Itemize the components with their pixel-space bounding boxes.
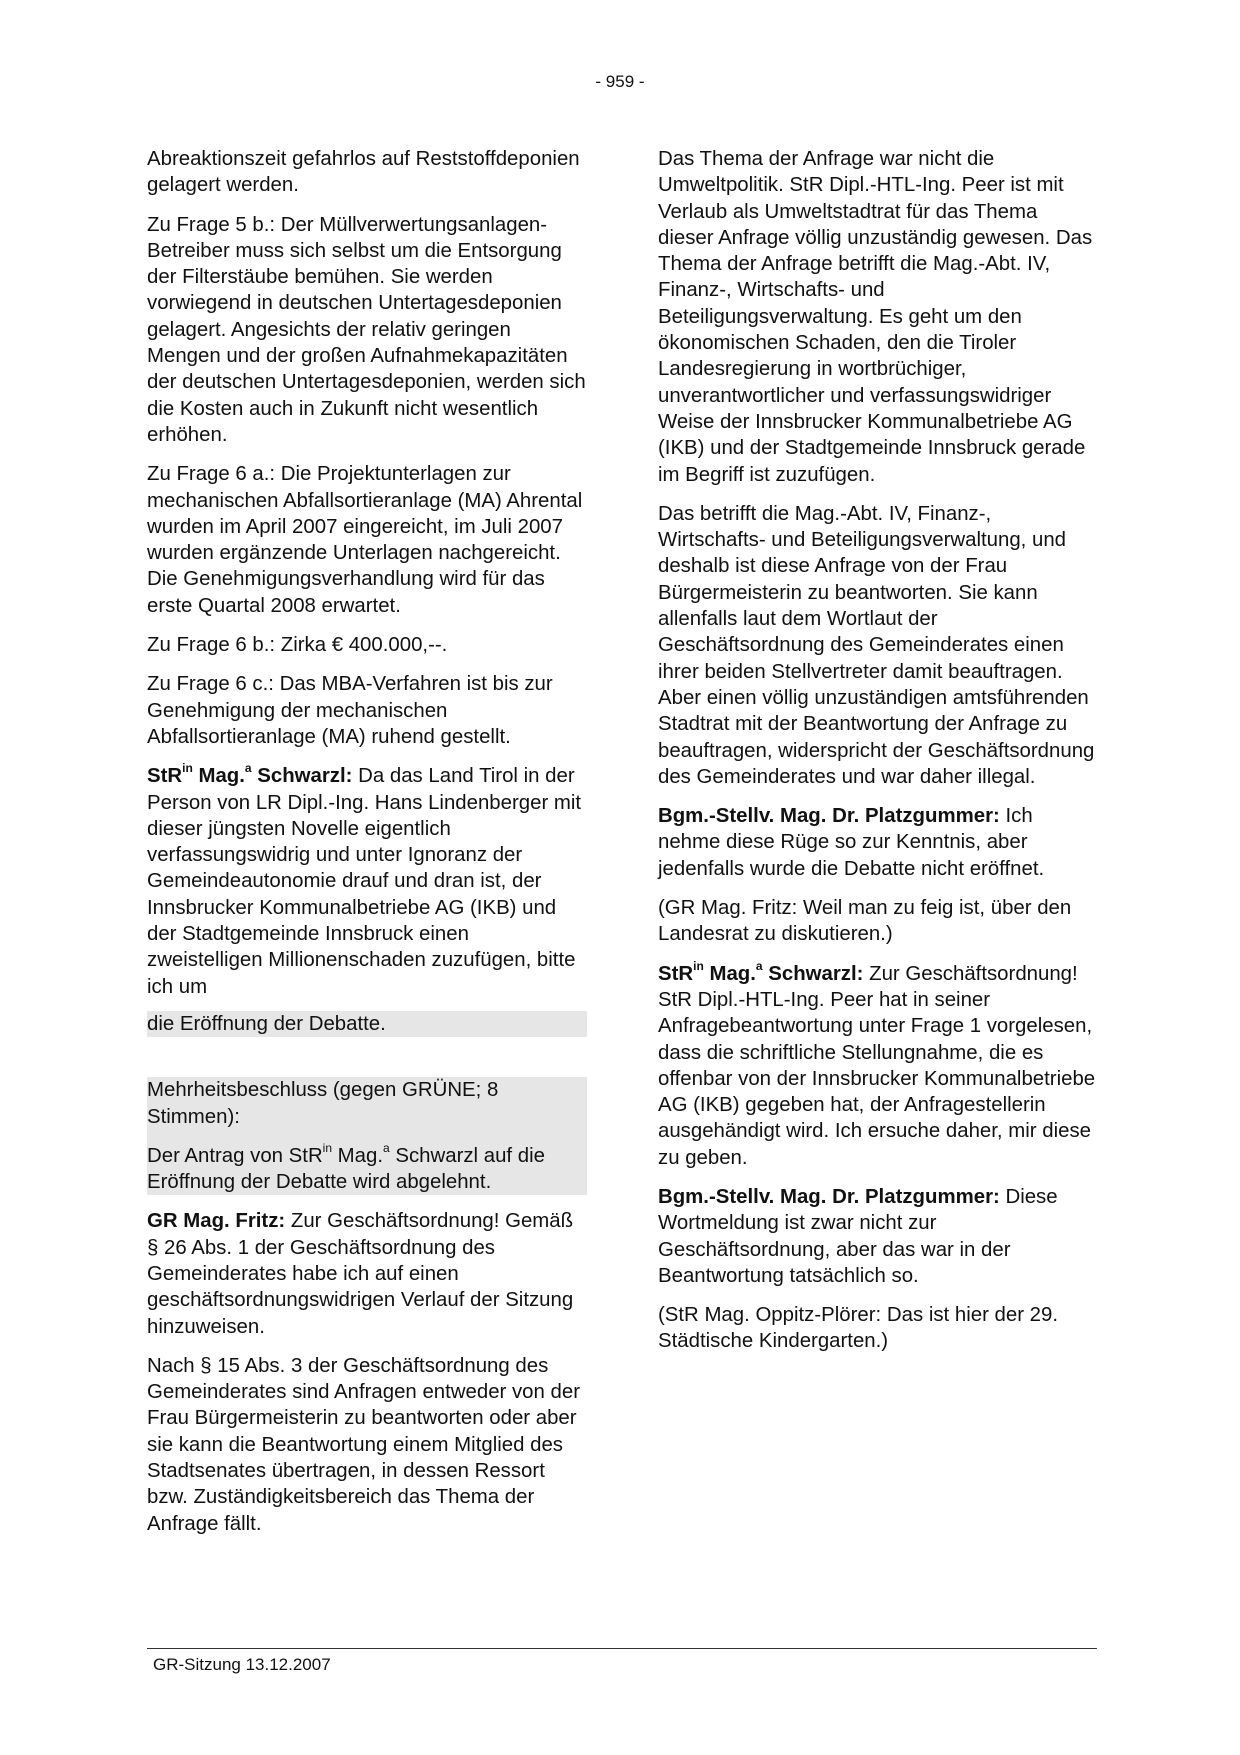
speaker-name: Bgm.-Stellv. Mag. Dr. Platzgummer:: [658, 1185, 1000, 1208]
speaker-name: StR$^{in}$ Mag.$^a$ Schwarzl:: [658, 958, 864, 985]
speaker-name: GR Mag. Fritz:: [147, 1210, 286, 1233]
speaker-name: StR$^{in}$ Mag.$^a$ Schwarzl:: [147, 761, 353, 788]
speech-paragraph: [147, 763, 587, 1000]
speech-text: Diese Wortmeldung ist zwar nicht zur Geschäftsordnung, aber das war in der Beantwortung tatsächlich so.: [658, 1185, 1058, 1287]
footer-divider: [147, 1648, 1097, 1649]
paragraph: Zu Frage 6 c.: Das MBA-Verfahren ist bis zur Genehmigung der mechanischen Abfallsortieranlage (MA) ruhend gestellt.: [147, 673, 553, 748]
speech-paragraph: [658, 958, 1098, 1171]
paragraph: Zu Frage 6 a.: Die Projektunterlagen zur mechanischen Abfallsortieranlage (MA) Ahrental wurden im April 2007 eingereicht, im Juli 2007 wurden ergänzende Unterlagen nachgereicht. Die Genehmigungsverhandlung wird für das erste Quartal 2008 erwartet.: [147, 463, 583, 617]
right-column: [658, 146, 1098, 1368]
speech-text: Zur Geschäftsordnung! Gemäß § 26 Abs. 1 der Geschäftsordnung des Gemeinderates habe ich auf einen geschäftsordnungswidrigen Verlauf der Sitzung hinzuweisen.: [147, 1210, 574, 1338]
speaker-name: Bgm.-Stellv. Mag. Dr. Platzgummer:: [658, 805, 1000, 828]
speech-text: Zur Geschäftsordnung! StR Dipl.-HTL-Ing. Peer hat in seiner Anfragebeantwortung unter Frage 1 vorgelesen, dass die schriftliche Stellungnahme, die es offenbar von der Innsbrucker Kommunalbetriebe AG (IKB) gegeben hat, der Anfragestellerin ausgehändigt wird. Ich ersuche daher, mir diese zu geben.: [658, 962, 1096, 1169]
page-number: - 959 -: [595, 72, 645, 91]
speech-paragraph: [658, 803, 1098, 882]
paragraph: Das betrifft die Mag.-Abt. IV, Finanz-, Wirtschafts- und Beteiligungsverwaltung, und deshalb ist diese Anfrage von der Frau Bürgermeisterin zu beantworten. Sie kann allenfalls laut dem Wortlaut der Geschäftsordnung des Gemeinderates einen ihrer beiden Stellvertreter damit beauftragen. Aber einen völlig unzuständigen amtsführenden Stadtrat mit der Beantwortung der Anfrage zu beauftragen, widerspricht der Geschäftsordnung des Gemeinderates und war daher illegal.: [658, 502, 1095, 788]
paragraph: Das Thema der Anfrage war nicht die Umweltpolitik. StR Dipl.-HTL-Ing. Peer ist mit Verlaub als Umweltstadtrat für das Thema dieser Anfrage völlig unzuständig gewesen. Das Thema der Anfrage betrifft die Mag.-Abt. IV, Finanz-, Wirtschafts- und Beteiligungsverwaltung. Es geht um den ökonomischen Schaden, den die Tiroler Landesregierung in wortbrüchiger, unverantwortlicher und verfassungswidriger Weise der Innsbrucker Kommunalbetriebe AG (IKB) und der Stadtgemeinde Innsbruck gerade im Begriff ist zuzufügen.: [658, 148, 1093, 486]
shaded-paragraph: die Eröffnung der Debatte.: [147, 1011, 587, 1037]
resolution-title: Mehrheitsbeschluss (gegen GRÜNE; 8 Stimmen):: [147, 1079, 499, 1128]
paragraph: Zu Frage 6 b.: Zirka € 400.000,--.: [147, 634, 448, 657]
speech-paragraph: [658, 1184, 1098, 1289]
interjection: (StR Mag. Oppitz-Plörer: Das ist hier der 29. Städtische Kindergarten.): [658, 1304, 1059, 1353]
paragraph: Nach § 15 Abs. 3 der Geschäftsordnung des Gemeinderates sind Anfragen entweder von der Frau Bürgermeisterin zu beantworten oder aber sie kann die Beantwortung einem Mitglied des Stadtsenates übertragen, in dessen Ressort bzw. Zuständigkeitsbereich das Thema der Anfrage fällt.: [147, 1354, 581, 1535]
spacer: [147, 1050, 587, 1077]
footer-session-date: GR-Sitzung 13.12.2007: [153, 1655, 331, 1674]
speech-paragraph: [147, 1208, 587, 1339]
interjection: (GR Mag. Fritz: Weil man zu feig ist, über den Landesrat zu diskutieren.): [658, 897, 1072, 946]
resolution-text: Der Antrag von StR$^{in}$ Mag.$^a$ Schwarzl auf die Eröffnung der Debatte wird abgelehnt.: [147, 1141, 545, 1194]
resolution-block: [147, 1077, 587, 1195]
paragraph: Abreaktionszeit gefahrlos auf Reststoffdeponien gelagert werden.: [147, 148, 580, 197]
speech-text: Da das Land Tirol in der Person von LR Dipl.-Ing. Hans Lindenberger mit dieser jüngsten Novelle eigentlich verfassungswidrig und unter Ignoranz der Gemeindeautonomie drauf und dran ist, der Innsbrucker Kommunalbetriebe AG (IKB) und der Stadtgemeinde Innsbruck einen zweistelligen Millionenschaden zuzufügen, bitte ich um: [147, 765, 582, 998]
paragraph: Zu Frage 5 b.: Der Müllverwertungsanlagen-Betreiber muss sich selbst um die Entsorgung der Filterstäube bemühen. Sie werden vorwiegend in deutschen Untertagesdeponien gelagert. Angesichts der relativ geringen Mengen und der großen Aufnahmekapazitäten der deutschen Untertagesdeponien, werden sich die Kosten auch in Zukunft nicht wesentlich erhöhen.: [147, 213, 586, 446]
speech-text: Ich nehme diese Rüge so zur Kenntnis, aber jedenfalls wurde die Debatte nicht eröffnet.: [658, 805, 1045, 880]
left-column: [147, 146, 587, 1550]
